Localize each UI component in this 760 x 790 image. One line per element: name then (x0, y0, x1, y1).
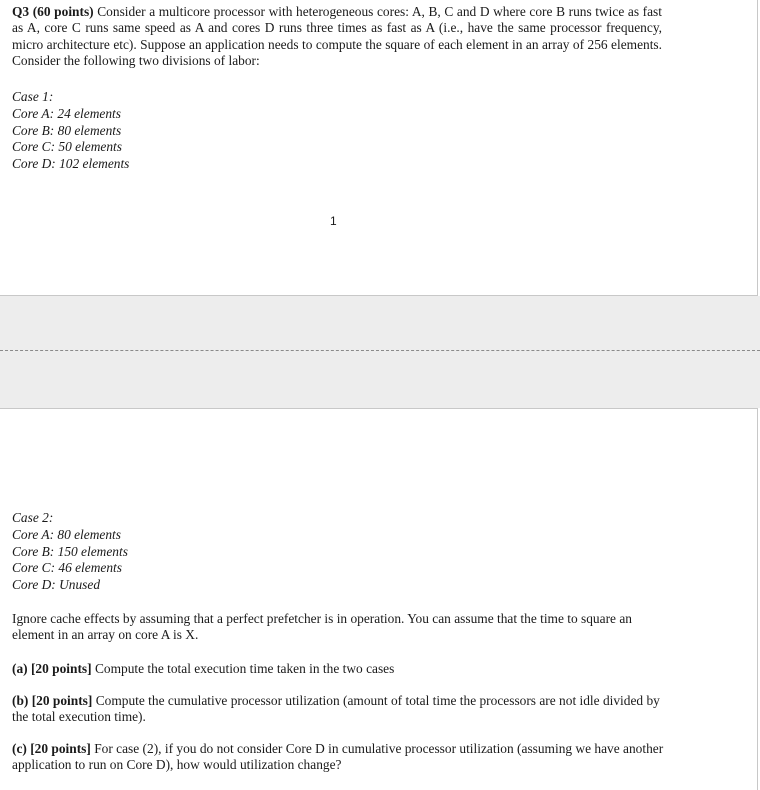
part-b (12, 693, 662, 726)
case-2-core-d: Core D: Unused (12, 577, 101, 593)
question-intro (12, 4, 662, 70)
document-page-2 (0, 408, 758, 790)
part-b-label: (b) [20 points] (12, 693, 93, 708)
part-a-label: (a) [20 points] (12, 661, 92, 676)
part-a (12, 661, 662, 677)
question-label: Q3 (60 points) (12, 4, 94, 19)
assumption-paragraph: Ignore cache effects by assuming that a perfect prefetcher is in operation. You can assume that the time to square an element in an array on core A is X. (12, 611, 632, 643)
case-2-title: Case 2: (12, 510, 54, 525)
case-1-core-d: Core D: 102 elements (12, 156, 130, 172)
case-1-block (12, 89, 129, 173)
case-1-core-a: Core A: 24 elements (12, 105, 121, 121)
case-2-core-b: Core B: 150 elements (12, 543, 128, 559)
part-c (12, 741, 672, 774)
case-2-block (12, 510, 128, 594)
page-break-divider (0, 350, 760, 351)
case-2-core-c: Core C: 46 elements (12, 560, 122, 576)
question-text: Consider a multicore processor with heterogeneous cores: A, B, C and D where core B runs twice as fast as A, core C runs same speed as A and cores D runs three times as fast as A (i.e., have the same processor frequency, micro architecture etc). Suppose an application needs to compute the square of each element in an array of 256 elements. Consider the following two divisions of labor: (12, 4, 662, 69)
page-gap (0, 296, 760, 408)
case-1-core-c: Core C: 50 elements (12, 139, 122, 155)
case-1-core-b: Core B: 80 elements (12, 122, 122, 138)
part-c-text: For case (2), if you do not consider Core D in cumulative processor utilization (assuming we have another application to run on Core D), how would utilization change? (12, 741, 664, 773)
page-number: 1 (330, 214, 337, 228)
case-2-core-a: Core A: 80 elements (12, 526, 121, 542)
part-a-text: Compute the total execution time taken in the two cases (94, 661, 395, 676)
case-1-title: Case 1: (12, 89, 54, 104)
part-c-label: (c) [20 points] (12, 741, 91, 756)
part-b-text: Compute the cumulative processor utilization (amount of total time the processors are not idle divided by the total execution time). (12, 693, 660, 725)
